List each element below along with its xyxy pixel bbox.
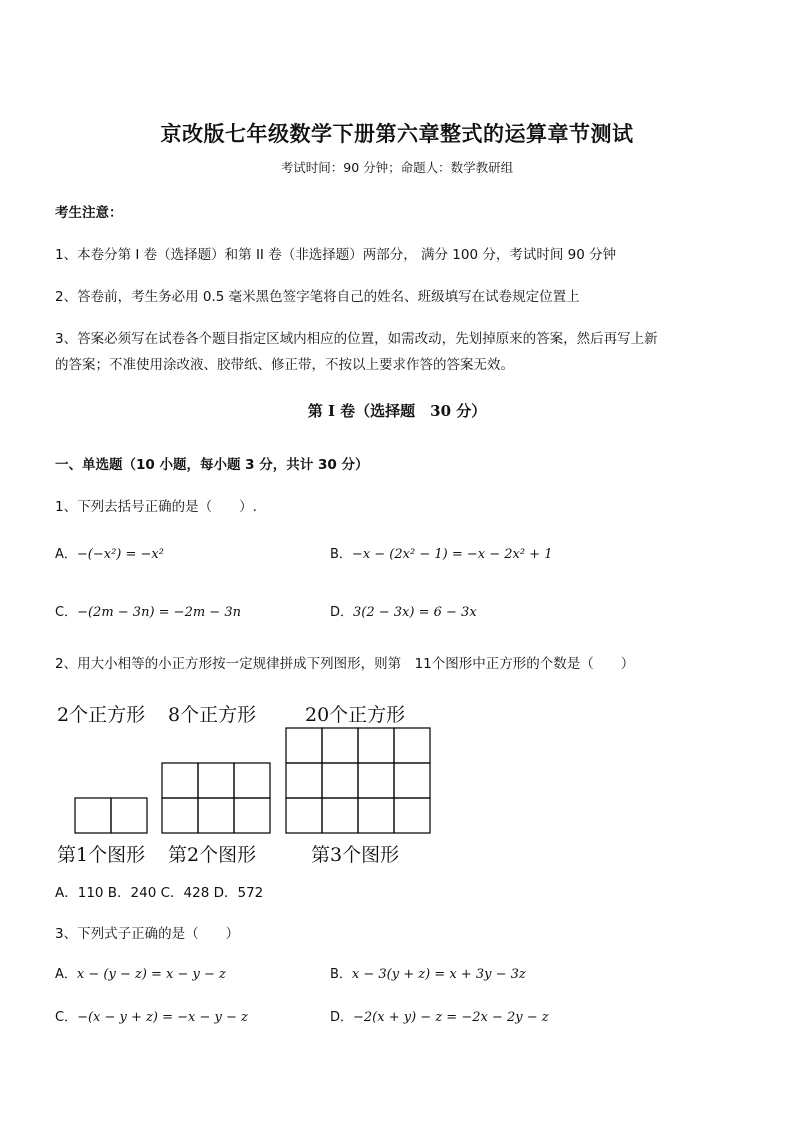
small-square [394, 798, 430, 833]
figure-1-name: 第1个图形 [57, 844, 146, 866]
option-label: A． [55, 967, 77, 982]
question-3-option-b [330, 963, 526, 982]
question-2-options: A．110 B．240 C．428 D．572 [55, 885, 264, 901]
question-1-stem: 1、下列去括号正确的是（ ）. [55, 499, 257, 515]
small-square [234, 798, 270, 833]
small-square [162, 798, 198, 833]
question-3-option-d [330, 1006, 549, 1025]
question-1-option-d [330, 601, 477, 620]
small-square [234, 763, 270, 798]
figure-1-count: 2个正方形 [57, 704, 146, 726]
figure-2-squares [162, 763, 270, 833]
small-square [358, 728, 394, 763]
option-expression: x − 3(y + z) = x + 3y − 3z [351, 967, 526, 982]
option-expression: −(2m − 3n) = −2m − 3n [77, 605, 241, 620]
question-1-option-c [55, 601, 241, 620]
notice-item-2: 2、答卷前，考生务必用 0.5 毫米黑色签字笔将自己的姓名、班级填写在试卷规定位置上 [55, 289, 580, 305]
small-square [394, 728, 430, 763]
option-label: C． [55, 1010, 78, 1025]
small-square [286, 798, 322, 833]
question-3-stem: 3、下列式子正确的是（ ） [55, 926, 240, 942]
notice-item-1: 1、本卷分第 I 卷（选择题）和第 II 卷（非选择题）两部分， 满分 100 分，考试时间 90 分钟 [55, 247, 617, 263]
option-label: B． [330, 547, 352, 562]
figure-3-name: 第3个图形 [311, 844, 400, 866]
option-label: A． [55, 547, 77, 562]
figure-2-name: 第2个图形 [168, 844, 257, 866]
exam-info: 考试时间：90 分钟；命题人：数学教研组 [280, 160, 514, 175]
option-expression: −x − (2x² − 1) = −x − 2x² + 1 [351, 547, 553, 562]
small-square [358, 798, 394, 833]
small-square [322, 763, 358, 798]
small-square [198, 763, 234, 798]
small-square [358, 763, 394, 798]
option-label: D． [330, 605, 354, 620]
small-square [286, 728, 322, 763]
small-square [322, 798, 358, 833]
figure-3-squares [286, 728, 430, 833]
small-square [111, 798, 147, 833]
option-expression: −2(x + y) − z = −2x − 2y − z [353, 1010, 549, 1025]
question-1-option-a [55, 543, 164, 562]
notice-item-3-line-1: 3、答案必须写在试卷各个题目指定区域内相应的位置，如需改动，先划掉原来的答案，然后再写上新 [55, 331, 658, 347]
question-3-option-a [55, 963, 226, 982]
small-square [162, 763, 198, 798]
small-square [286, 763, 322, 798]
option-expression: 3(2 − 3x) = 6 − 3x [353, 605, 477, 620]
section-title: 第 I 卷（选择题 30 分） [307, 402, 487, 420]
notice-heading: 考生注意： [55, 205, 123, 221]
small-square [198, 798, 234, 833]
option-expression: x − (y − z) = x − y − z [76, 967, 226, 982]
notice-item-3-line-2: 的答案；不准使用涂改液、胶带纸、修正带，不按以上要求作答的答案无效。 [55, 357, 514, 373]
question-2-stem: 2、用大小相等的小正方形按一定规律拼成下列图形，则第 11个图形中正方形的个数是（ ） [55, 656, 635, 672]
small-square [322, 728, 358, 763]
page-title: 京改版七年级数学下册第六章整式的运算章节测试 [160, 121, 634, 146]
question-1-option-b [330, 543, 552, 562]
part-heading: 一、单选题（10 小题，每小题 3 分，共计 30 分） [55, 457, 369, 473]
question-3-option-c [55, 1006, 248, 1025]
figure-2-count: 8个正方形 [168, 704, 257, 726]
small-square [394, 763, 430, 798]
option-label: D． [330, 1010, 354, 1025]
figure-3-count: 20个正方形 [305, 704, 406, 726]
figure-1-squares [75, 798, 147, 833]
option-label: C． [55, 605, 78, 620]
option-label: B． [330, 967, 352, 982]
option-expression: −(x − y + z) = −x − y − z [77, 1010, 248, 1025]
option-expression: −(−x²) = −x² [76, 547, 164, 562]
small-square [75, 798, 111, 833]
square-pattern-figures [60, 720, 450, 840]
